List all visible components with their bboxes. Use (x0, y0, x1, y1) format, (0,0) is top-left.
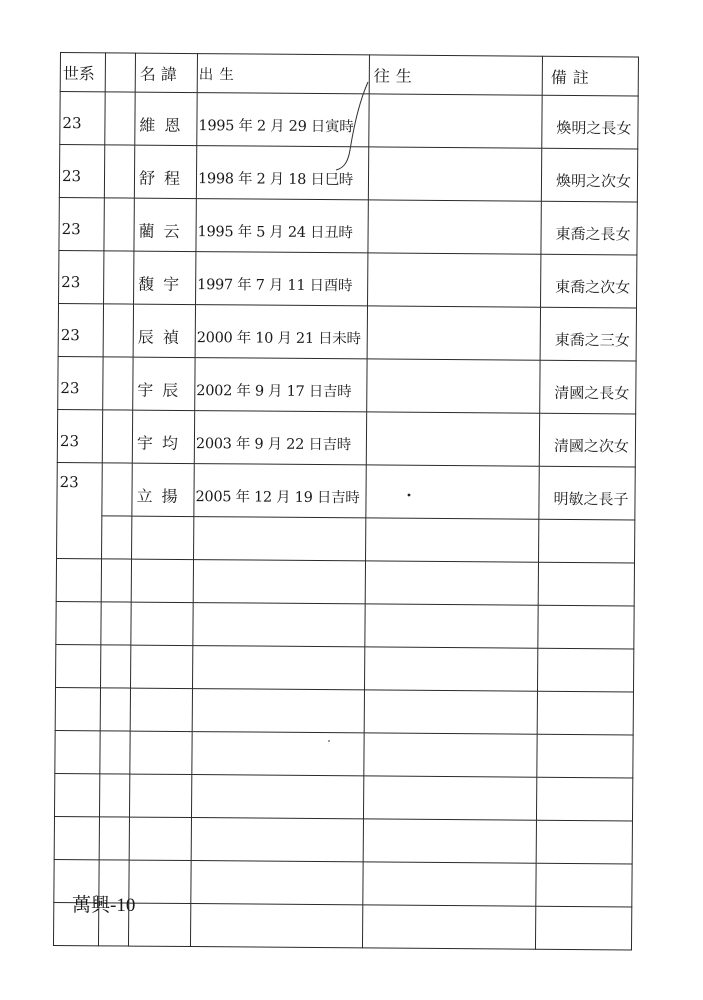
blank-cell (56, 558, 101, 601)
note-cell: 煥明之長女 (542, 95, 638, 149)
table-row (59, 250, 637, 308)
birth-cell: 2003 年 9 月 22 日吉時 (194, 411, 366, 465)
blank-cell (131, 559, 193, 602)
blank-cell (537, 648, 633, 692)
blank-cell (54, 773, 99, 816)
blank-cell (365, 561, 538, 605)
blank-cell (132, 516, 194, 559)
empty-row (56, 558, 634, 606)
blank-cell (191, 775, 363, 819)
blank-cell (104, 251, 134, 304)
birth-cell: 1998 年 2 月 18 日巳時 (196, 146, 368, 200)
blank-cell (192, 689, 364, 733)
blank-cell (364, 733, 537, 777)
blank-cell (192, 732, 364, 776)
blank-cell (536, 777, 632, 821)
header-name: 名諱 (135, 53, 197, 92)
blank-cell (363, 819, 536, 863)
blank-cell (99, 817, 129, 860)
blank-cell (364, 647, 537, 691)
death-cell (366, 465, 539, 519)
blank-cell (128, 903, 190, 946)
blank-cell (536, 863, 632, 907)
death-cell (366, 412, 539, 466)
blank-cell (363, 862, 536, 906)
header-note: 備註 (542, 56, 638, 96)
name-cell: 立揚 (132, 463, 194, 516)
header-blank (105, 53, 135, 92)
blank-cell (194, 517, 366, 561)
blank-cell (99, 774, 129, 817)
blank-cell (536, 820, 632, 864)
table-row (58, 356, 636, 414)
blank-cell (104, 145, 134, 198)
table-row (57, 462, 635, 520)
blank-cell (54, 816, 99, 859)
empty-row (54, 859, 632, 907)
blank-cell (363, 776, 536, 820)
note-cell: 明敏之長子 (539, 466, 635, 520)
blank-cell (362, 905, 535, 949)
header-row (60, 53, 638, 97)
blank-cell (105, 92, 135, 145)
death-cell (368, 200, 541, 254)
death-cell (369, 94, 542, 148)
blank-cell (56, 644, 101, 687)
name-cell: 馥宇 (134, 251, 196, 304)
death-cell (368, 253, 541, 307)
generation-cell: 23 (60, 92, 105, 145)
blank-cell (366, 518, 539, 562)
header-birth: 出生 (197, 54, 369, 94)
birth-cell: 2002 年 9 月 17 日吉時 (195, 358, 367, 412)
header-generation: 世系 (60, 53, 105, 92)
table-row (60, 92, 638, 150)
genealogy-table (53, 52, 639, 951)
birth-cell: 2005 年 12 月 19 日吉時 (194, 464, 366, 518)
blank-cell (537, 734, 633, 778)
blank-cell (101, 602, 131, 645)
blank-cell (55, 730, 100, 773)
death-cell (367, 306, 540, 360)
blank-cell (191, 861, 363, 905)
note-cell: 煥明之次女 (541, 148, 637, 202)
empty-row (56, 644, 634, 692)
blank-cell (537, 691, 633, 735)
generation-cell: 23 (57, 409, 102, 462)
generation-cell: 23 (59, 145, 104, 198)
blank-cell (101, 559, 131, 602)
birth-cell: 1995 年 2 月 29 日寅時 (197, 93, 369, 147)
empty-row (55, 730, 633, 778)
name-cell: 辰禎 (133, 304, 195, 357)
blank-cell (56, 601, 101, 644)
blank-cell (193, 646, 365, 690)
note-cell: 清國之長女 (540, 360, 636, 414)
table-row (59, 145, 637, 203)
birth-cell: 1997 年 7 月 11 日酉時 (196, 252, 368, 306)
blank-cell (365, 604, 538, 648)
blank-cell (131, 602, 193, 645)
blank-cell (102, 516, 132, 559)
empty-row (55, 687, 633, 735)
blank-cell (100, 688, 130, 731)
blank-cell (101, 645, 131, 688)
birth-cell: 1995 年 5 月 24 日丑時 (196, 199, 368, 253)
empty-row (54, 816, 632, 864)
birth-cell: 2000 年 10 月 21 日未時 (195, 305, 367, 359)
blank-cell (538, 562, 634, 606)
blank-cell (191, 818, 363, 862)
page-label: 萬興-10 (72, 895, 136, 916)
table-row (57, 409, 635, 467)
empty-row (56, 601, 634, 649)
blank-cell (538, 605, 634, 649)
generation-cell: 23 (59, 197, 104, 250)
name-cell: 宇辰 (133, 357, 195, 410)
blank-cell (130, 688, 192, 731)
blank-cell (190, 904, 362, 948)
blank-cell (131, 645, 193, 688)
blank-cell (129, 774, 191, 817)
blank-cell (193, 560, 365, 604)
blank-cell (102, 463, 132, 516)
name-cell: 維恩 (135, 92, 197, 145)
note-cell: 東喬之長女 (541, 201, 637, 255)
blank-cell (102, 410, 132, 463)
blank-cell (130, 731, 192, 774)
name-cell: 宇均 (132, 410, 194, 463)
blank-cell (100, 731, 130, 774)
blank-cell (104, 198, 134, 251)
note-cell: 東喬之三女 (540, 307, 636, 361)
death-cell (368, 147, 541, 201)
name-cell: 藺云 (134, 198, 196, 251)
table-row (58, 303, 636, 361)
blank-cell (129, 817, 191, 860)
note-cell: 清國之次女 (539, 413, 635, 467)
blank-cell (539, 519, 635, 563)
empty-row (53, 902, 631, 950)
generation-cell: 23 (59, 250, 104, 303)
blank-cell (364, 690, 537, 734)
blank-cell (129, 860, 191, 903)
empty-row (57, 515, 635, 563)
name-cell: 舒程 (134, 145, 196, 198)
note-cell: 東喬之次女 (541, 254, 637, 308)
empty-row (54, 773, 632, 821)
blank-cell (103, 304, 133, 357)
generation-cell: 23 (58, 303, 103, 356)
generation-cell: 23 (58, 356, 103, 409)
table-row (59, 197, 637, 255)
blank-cell (103, 357, 133, 410)
death-cell (367, 359, 540, 413)
generation-cell: 23 (57, 462, 103, 558)
blank-cell (193, 603, 365, 647)
blank-cell (55, 687, 100, 730)
header-death: 往生 (369, 55, 542, 95)
blank-cell (535, 906, 631, 950)
